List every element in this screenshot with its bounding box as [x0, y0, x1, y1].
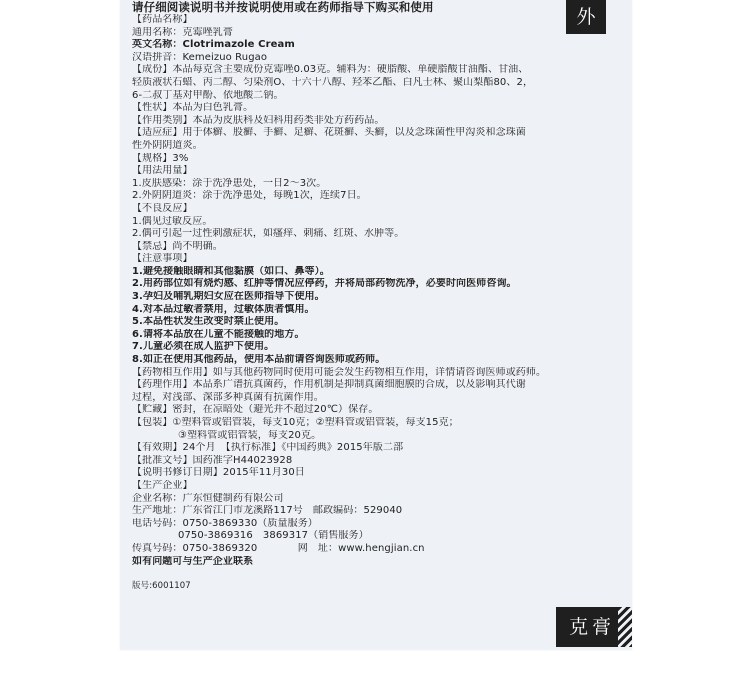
leaflet-line: 【药理作用】本品系广谱抗真菌药，作用机制是抑制真菌细胞膜的合成，以及影响其代谢	[132, 379, 526, 391]
leaflet-line: 过程，对浅部、深部多种真菌有抗菌作用。	[132, 391, 324, 403]
leaflet-line: 2.偶可引起一过性刺激症状，如瘙痒、刺痛、红斑、水肿等。	[132, 228, 405, 240]
leaflet-line: 汉语拼音：Kemeizuo Rugao	[132, 51, 268, 63]
leaflet-line: 【生产企业】	[132, 479, 193, 491]
leaflet-line: 【性状】本品为白色乳膏。	[132, 102, 254, 114]
leaflet-line: 【禁忌】尚不明确。	[132, 240, 223, 252]
otc-external-use-badge: 外	[566, 0, 606, 34]
leaflet-line: ③塑料管或铝管装，每支20克。	[178, 429, 322, 441]
leaflet-line: 【药物相互作用】如与其他药物同时使用可能会发生药物相互作用，详情请咨询医师或药师。	[132, 366, 547, 378]
leaflet-text	[132, 0, 617, 593]
leaflet-line: 1.避免接触眼睛和其他黏膜（如口、鼻等）。	[132, 265, 330, 277]
leaflet-line: 【作用类别】本品为皮肤科及妇科用药类非处方药药品。	[132, 114, 385, 126]
leaflet-line: 如有问题可与生产企业联系	[132, 555, 254, 567]
leaflet-line: 【用法用量】	[132, 165, 193, 177]
leaflet-line: 2.外阴阴道炎：涂于洗净患处，每晚1次，连续7日。	[132, 190, 367, 202]
leaflet-line: 通用名称：克霉唑乳膏	[132, 26, 233, 38]
leaflet-line: 3.孕妇及哺乳期妇女应在医师指导下使用。	[132, 291, 325, 303]
leaflet-line: 【贮藏】密封，在凉暗处（避光并不超过20℃）保存。	[132, 404, 379, 416]
leaflet-line: 【适应症】用于体癣、股癣、手癣、足癣、花斑癣、头癣，以及念珠菌性甲沟炎和念珠菌	[132, 127, 526, 139]
leaflet-line: 【不良反应】	[132, 202, 193, 214]
leaflet-line: 电话号码：0750-3869330（质量服务）	[132, 517, 318, 529]
leaflet-line: 【规格】3%	[132, 152, 189, 164]
leaflet-line: 【说明书修订日期】2015年11月30日	[132, 467, 305, 479]
leaflet-line: 轻质液状石蜡、丙二醇、匀染剂O、十六十八醇、羟苯乙酯、白凡士林、聚山梨酯80、2，	[132, 76, 534, 88]
leaflet-line: 6.请将本品放在儿童不能接触的地方。	[132, 328, 305, 340]
leaflet-line: 1.偶见过敏反应。	[132, 215, 213, 227]
version-label: 版号:6001107	[132, 581, 191, 592]
leaflet-line: 传真号码：0750-3869320 网 址：www.hengjian.cn	[132, 542, 425, 554]
package-corner-badge: 克膏	[556, 607, 623, 647]
leaflet-line: 生产地址：广东省江门市龙溪路117号 邮政编码：529040	[132, 505, 403, 517]
leaflet-line: 8.如正在使用其他药品，使用本品前请咨询医师或药师。	[132, 354, 386, 366]
leaflet-line: 7.儿童必须在成人监护下使用。	[132, 341, 275, 353]
leaflet-line: 【有效期】24个月 【执行标准】《中国药典》2015年版二部	[132, 442, 404, 454]
leaflet-line: 英文名称：Clotrimazole Cream	[132, 39, 295, 51]
leaflet-line: 5.本品性状发生改变时禁止使用。	[132, 316, 285, 328]
leaflet-line: 0750-3869316 3869317（销售服务）	[178, 530, 369, 542]
leaflet-header: 请仔细阅读说明书并按说明使用或在药师指导下购买和使用	[132, 0, 434, 14]
leaflet-line: 4.对本品过敏者禁用，过敏体质者慎用。	[132, 303, 315, 315]
leaflet-line: 企业名称：广东恒健制药有限公司	[132, 492, 284, 504]
hatch-stripe	[618, 607, 632, 647]
leaflet-line: 【批准文号】国药准字H44023928	[132, 454, 293, 466]
leaflet-line: 性外阴阴道炎。	[132, 139, 203, 151]
leaflet-line: 2.用药部位如有烧灼感、红肿等情况应停药，并将局部药物洗净，必要时向医师咨询。	[132, 278, 517, 290]
leaflet-line: 【成份】本品每克含主要成份克霉唑0.03克。辅料为：硬脂酸、单硬脂酸甘油酯、甘油、	[132, 64, 529, 76]
leaflet-line: 6-二叔丁基对甲酚、依地酸二钠。	[132, 89, 284, 101]
leaflet-line: 1.皮肤感染：涂于洗净患处，一日2～3次。	[132, 177, 327, 189]
leaflet-line: 【注意事项】	[132, 253, 193, 265]
leaflet-line: 【包装】①塑料管或铝管装，每支10克；②塑料管或铝管装，每支15克；	[132, 417, 459, 428]
leaflet-line: 【药品名称】	[132, 14, 193, 25]
